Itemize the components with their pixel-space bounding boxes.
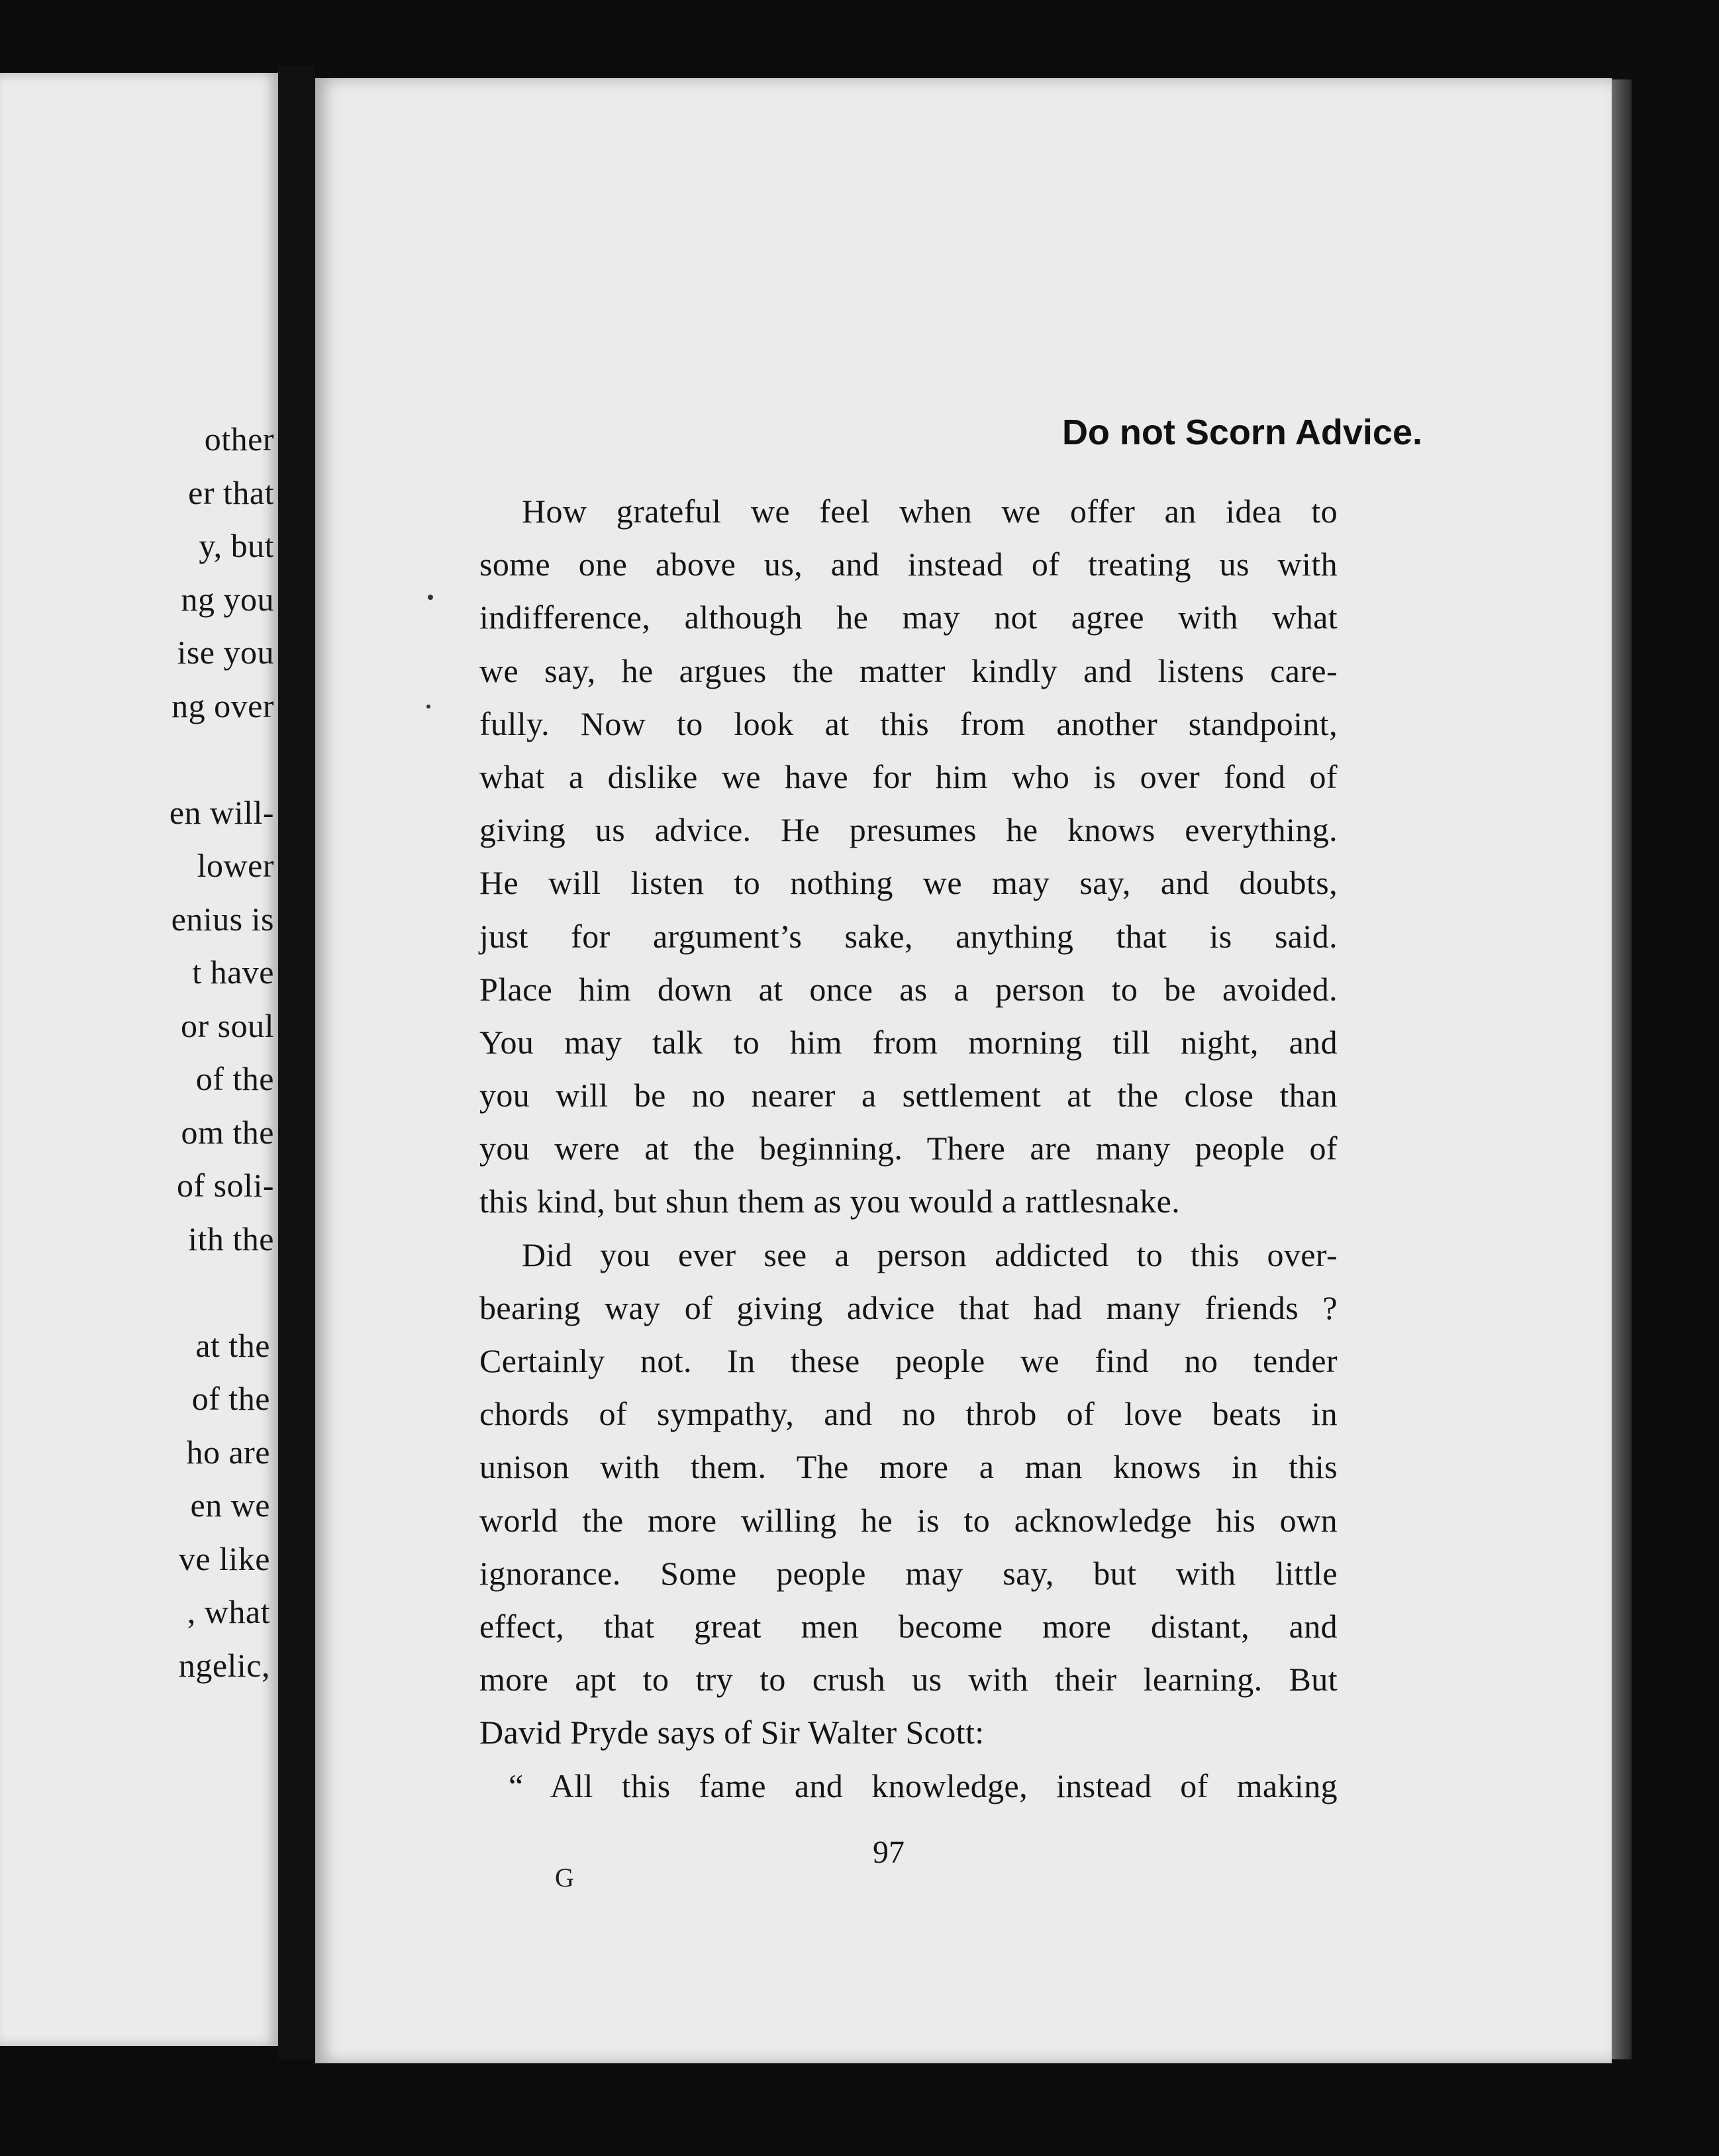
body-line: effect, that great men become more distant, and	[479, 1607, 1338, 1645]
left-page-line: of the	[195, 1060, 274, 1097]
left-page-line: ho are	[186, 1433, 270, 1471]
body-line: Did you ever see a person addicted to this over-	[522, 1236, 1338, 1273]
body-line: fully. Now to look at this from another standpoint,	[479, 705, 1338, 742]
body-line: just for argument’s sake, anything that is said.	[479, 917, 1338, 955]
body-line: He will listen to nothing we may say, and doubts,	[479, 864, 1338, 902]
body-line: “ All this fame and knowledge, instead of making	[509, 1767, 1338, 1804]
left-page-line: ise you	[177, 634, 274, 671]
left-page-line: en will-	[169, 793, 274, 831]
page-edge	[1612, 79, 1632, 2059]
body-line: we say, he argues the matter kindly and listens care-	[479, 652, 1338, 689]
running-head: Do not Scorn Advice.	[1061, 413, 1422, 452]
left-page-line: ng over	[172, 687, 274, 724]
left-page-line: other	[204, 420, 274, 458]
body-line: You may talk to him from morning till night, and	[479, 1023, 1338, 1061]
body-line: Place him down at once as a person to be avoided.	[479, 970, 1338, 1008]
left-page-fragment	[0, 73, 278, 2046]
body-line: you were at the beginning. There are many people of	[479, 1130, 1338, 1167]
body-line: what a dislike we have for him who is over fond of	[479, 758, 1338, 795]
body-line: giving us advice. He presumes he knows everything.	[479, 811, 1338, 849]
left-page-line: en we	[190, 1487, 270, 1524]
left-page-line: , what	[187, 1593, 270, 1630]
left-page-line: of the	[191, 1380, 270, 1417]
body-line: How grateful we feel when we offer an idea to	[522, 493, 1338, 530]
page-number: 97	[873, 1835, 905, 1870]
body-line: unison with them. The more a man knows in this	[479, 1448, 1338, 1486]
left-page-line: enius is	[171, 900, 274, 938]
book-gutter	[278, 66, 315, 2059]
left-page-line: ve like	[178, 1540, 270, 1577]
ink-speck	[426, 705, 430, 709]
left-page-line: ith the	[188, 1220, 274, 1257]
body-line: world the more willing he is to acknowledge his own	[479, 1501, 1338, 1539]
left-page-line: ngelic,	[178, 1646, 270, 1684]
left-page-line: y, but	[199, 527, 274, 564]
body-line: David Pryde says of Sir Walter Scott:	[479, 1714, 985, 1751]
body-line: this kind, but shun them as you would a rattlesnake.	[479, 1183, 1181, 1220]
signature-mark: G	[555, 1863, 574, 1892]
left-page-line: ng you	[181, 580, 274, 618]
body-line: some one above us, and instead of treating us with	[479, 546, 1338, 583]
body-line: Certainly not. In these people we find no tender	[479, 1342, 1338, 1379]
body-line: ignorance. Some people may say, but with little	[479, 1554, 1338, 1592]
body-line: bearing way of giving advice that had many friends ?	[479, 1289, 1338, 1326]
left-page-line: er that	[188, 473, 274, 511]
ink-speck	[428, 595, 433, 600]
left-page-line: at the	[195, 1326, 270, 1364]
body-text	[479, 485, 1338, 1812]
body-line: indifference, although he may not agree with what	[479, 599, 1338, 636]
body-line: more apt to try to crush us with their learning. But	[479, 1661, 1338, 1698]
left-page-line: om the	[181, 1113, 274, 1151]
body-line: chords of sympathy, and no throb of love beats in	[479, 1395, 1338, 1433]
left-page-line: or soul	[181, 1006, 274, 1044]
left-page-line: of soli-	[176, 1167, 274, 1204]
right-page	[315, 78, 1612, 2063]
left-page-line: t have	[192, 954, 274, 991]
left-page-line: lower	[197, 847, 274, 884]
body-line: you will be no nearer a settlement at the close than	[479, 1077, 1338, 1114]
